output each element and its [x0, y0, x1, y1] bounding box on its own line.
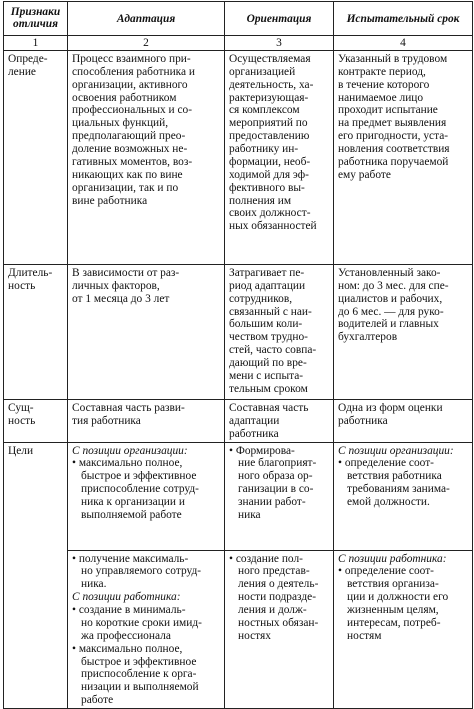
bullet-item: • определение соот- ветствия организа- ции и должности его жизненным целям, интересам, потреб- ностям — [338, 565, 449, 642]
row-label: Опреде- ление — [8, 52, 48, 78]
column-number: 2 — [68, 36, 225, 51]
header-criteria: Признаки отличия — [4, 2, 68, 36]
bullet-item: • создание в минималь- но короткие сроки имид- жа профессионала — [72, 604, 202, 642]
column-number: 4 — [334, 36, 473, 51]
cell-text: Составная часть адаптации работника — [229, 401, 309, 440]
column-number-row — [4, 36, 473, 51]
row-label: Длитель- ность — [8, 266, 53, 292]
cell-subheading: С позиции работника: — [72, 591, 181, 604]
header-probation: Испытательный срок — [334, 2, 473, 36]
bullet-item: • получение максималь- но управляемого сотруд- ника. — [72, 552, 202, 591]
header-row — [4, 2, 473, 36]
cell-text: Затрагивает пе- риод адаптации сотрудников, связанный с наи- большим коли- чеством трудно- стей, часто совпа- дающий по вре- мени с испыта- тельным сроком — [229, 266, 317, 395]
cell-text: В зависимости от раз- личных факторов, от 1 месяца до 3 лет — [72, 266, 180, 305]
table-row-essence — [4, 399, 473, 442]
header-adaptation: Адаптация — [68, 2, 225, 36]
cell-subheading: С позиции организации: — [338, 444, 454, 457]
row-label: Сущ- ность — [8, 401, 36, 427]
column-number: 3 — [225, 36, 334, 51]
cell-text: Указанный в трудовом контракте период, в течение которого нанимаемое лицо проходит испытание на предмет выявления его пригодности, уста- новления соответствия работника поручаемой ему работе — [338, 52, 450, 181]
cell-text: Составная часть разви- тия работника — [72, 401, 185, 427]
cell-text: Одна из форм оценки работника — [338, 401, 443, 427]
table-row-definition — [4, 50, 473, 264]
cell-text: Процесс взаимного при- способления работника и организации, активного освоения работником профессиональных и со- циальных функций, предполагающий прео- доление возможных не- гативных моментов, воз- никающих как по вине организации, так и по вине работника — [72, 52, 196, 207]
bullet-item: • максимально полное, быстрое и эффективное приспособление к орга- низации и выполняемой работе — [72, 642, 199, 707]
cell-text: Осуществляемая организацией деятельность, ха- рактеризующая- ся комплексом мероприятий по предоставлению работнику ин- формации, необ- ходимой для эф- фективного вы- полнения им своих должност- ных обязанностей — [229, 52, 317, 233]
header-orientation: Ориентация — [225, 2, 334, 36]
bullet-item: • создание пол- ного представ- ления о деятель- ности подразде- ления и долж- ностных обязан- ностях — [229, 552, 319, 642]
bullet-item: • Формирова- ние благоприят- ного образа ор- ганизации в со- знании работ- ника — [229, 444, 317, 521]
table-row-goals-continued — [4, 550, 473, 709]
table-row-duration — [4, 264, 473, 399]
comparison-table — [3, 1, 473, 709]
table-row-goals — [4, 442, 473, 550]
bullet-item: • максимально полное, быстрое и эффективное приспособление сотруд- ника к организации и выполняемой работе — [72, 457, 199, 521]
column-number: 1 — [4, 36, 68, 51]
cell-subheading: С позиции организации: — [72, 444, 188, 457]
bullet-item: • определение соот- ветствия работника требованиям занима- емой должности. — [338, 457, 450, 508]
cell-text: Установленный зако- ном: до 3 мес. для спе- циалистов и рабочих, до 6 мес. — для руко- водителей и главных бухгалтеров — [338, 266, 449, 344]
row-label: Цели — [8, 444, 34, 457]
cell-subheading: С позиции работника: — [338, 552, 447, 565]
